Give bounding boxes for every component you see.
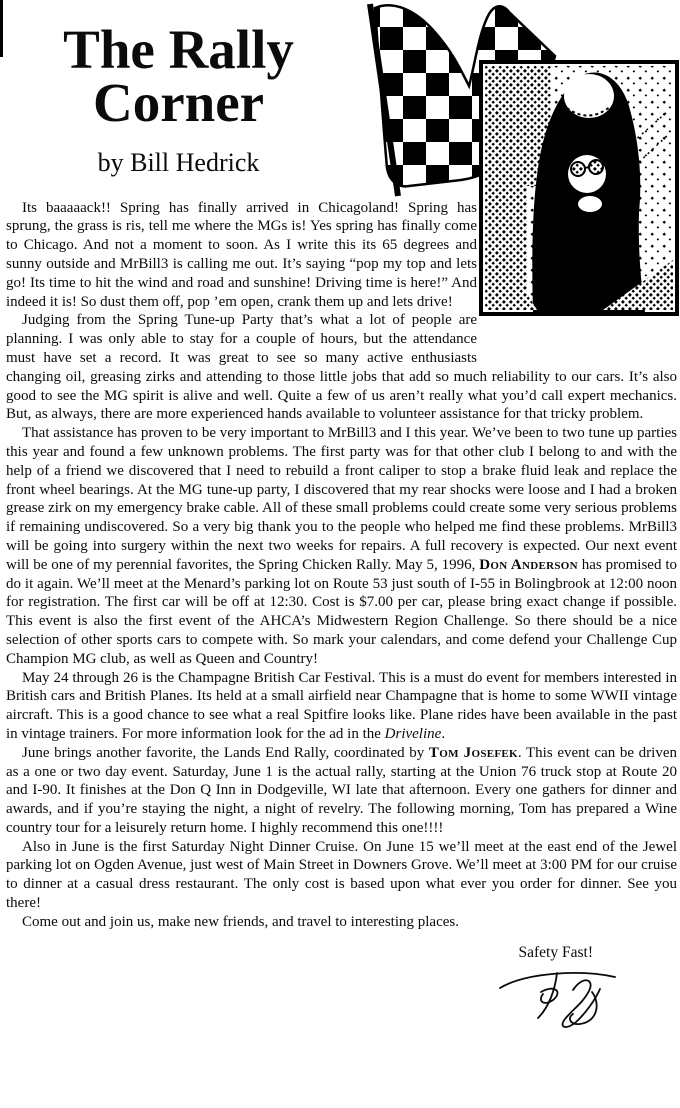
closing-salutation: Safety Fast! — [518, 943, 593, 961]
bill-signature-icon — [497, 964, 623, 1028]
byline: by Bill Hedrick — [97, 147, 260, 177]
scan-edge-artifact — [0, 0, 3, 57]
portrait-photo — [481, 62, 677, 314]
paragraph-5: June brings another favorite, the Lands End Rally, coordinated by Tom Josefek. This event can be driven as a one or two day event. Saturday, June 1 is the actual rally, starting at the Union 76 truck stop at Route 20 and I-90. It finishes at the Don Q Inn in Dodgeville, WI late that afternoon. Every one gathers for dinner and awards, and if you’re staying the night, a night of revelry. The following morning, Tom has prepared a Wine country tour for a leisurely return home. I highly recommend this one!!!! — [6, 744, 677, 836]
paragraph-6: Also in June is the first Saturday Night Dinner Cruise. On June 15 we’ll meet at the east end of the Jewel parking lot on Ogden Avenue, just west of Main Street in Downers Grove. We’ll meet at 3:00 PM for our cruise to dinner at a casual dress restaurant. The only cost is based upon what ever you order for dinner. See you there! — [6, 838, 677, 912]
paragraph-2: Judging from the Spring Tune-up Party that’s what a lot of people are planning. I was only able to stay for a couple of hours, but the attendance must have set a record. It was great to see so many active enthusiasts changing oil, greasing zirks and attending to those little jobs that add so much reliability to our cars. It’s also good to see the MG spirit is alive and well. Quite a few of us aren’t really what you’d call expert mechanics. But, as always, there are more experienced hands available to volunteer assistance for that tricky problem. — [6, 312, 677, 423]
paragraph-3: That assistance has proven to be very important to MrBill3 and I this year. We’ve been to two tune up parties this year and found a few unknown problems. The first party was for that other club I belong to and with the help of a friend we discovered that I need to rebuild a front caliper to stop a brake fluid leak and replace the front wheel bearings. At the MG tune-up party, I discovered that my rear shocks were loose and I had a broken grease zirk on my emergency brake cable. All of these small problems could create some very serious problems if remaining undiscovered. So a very big thank you to the people who helped me find these problems. MrBill3 will be going into surgery within the next two weeks for repairs. A full recovery is expected. Our next event will be one of my perennial favorites, the Spring Chicken Rally. May 5, 1996, Don Anderson has promised to do it again. We’ll meet at the Menard’s parking lot on Route 53 just south of I-55 in Bolingbrook at 12:00 noon for registration. The first car will be off at 12:30. Cost is $7.00 per car, please bring exact change if possible. This event is also the first event of the AHCA’s Midwestern Region Challenge. So there should be a nice selection of other sports cars to compete with. So mark your calendars, and come defend your Challenge Cup Champion MG club, as well as Queen and Country! — [6, 425, 677, 667]
page-title-line1: The Rally — [63, 19, 294, 80]
paragraph-7: Come out and join us, make new friends, and travel to interesting places. — [22, 913, 459, 930]
signature-block — [497, 964, 623, 1028]
page-title — [6, 19, 351, 133]
paragraph-4: May 24 through 26 is the Champagne British Car Festival. This is a must do event for members interested in British cars and British Planes. Its held at a small airfield near Champagne that is home to some WWII vintage aircraft. This is a good chance to see what a real Spitfire looks like. Plane rides have been available in the past in vintage trainers. For more information look for the ad in the Driveline. — [6, 669, 677, 742]
paragraph-1: Its baaaaack!! Spring has finally arrived in Chicagoland! Spring has sprung, the grass is ris, tell me where the MGs is! Yes spring has finally come to Chicago. And not a moment to soon. As I write this its 65 degrees and sunny outside and MrBill3 is calling me out. It’s saying “pop my top and lets go! Its time to hit the wind and road and sunshine! Driving time is here!” And indeed it is! So dust them off, pop ’em open, crank them up and lets drive! — [6, 199, 477, 310]
page-title-line2: Corner — [92, 71, 265, 133]
header-art-svg — [357, 4, 677, 322]
header-artwork — [477, 4, 677, 350]
